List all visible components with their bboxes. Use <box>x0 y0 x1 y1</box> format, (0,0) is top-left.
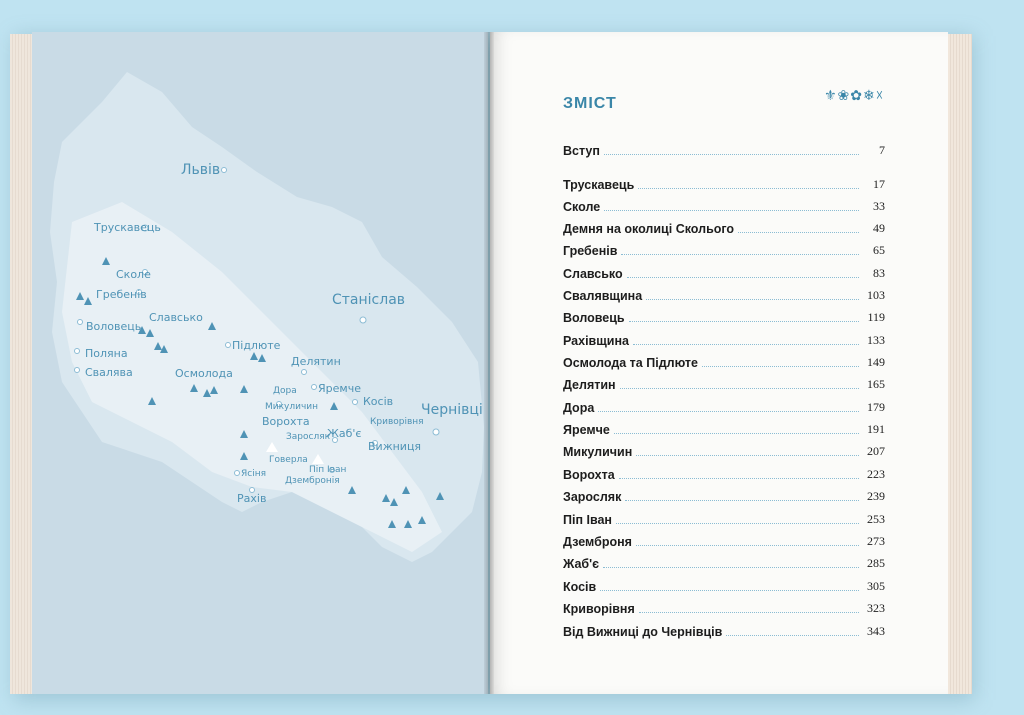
toc-entry[interactable]: Дземброня 273 <box>563 534 885 549</box>
city-kryvorivnia: Криворівня <box>370 417 424 427</box>
toc-entry[interactable]: Дора 179 <box>563 400 885 415</box>
toc-entry[interactable]: Славсько 83 <box>563 266 885 281</box>
toc-entry[interactable]: Яремче 191 <box>563 422 885 437</box>
toc-entry[interactable]: Делятин 165 <box>563 377 885 392</box>
toc-entry[interactable]: Від Вижниці до Чернівців 343 <box>563 624 885 639</box>
city-chernivtsi: Чернівці <box>421 402 483 418</box>
city-rakhiv: Рахів <box>237 492 267 505</box>
book-spine <box>484 32 494 694</box>
toc-entry[interactable]: Косів 305 <box>563 579 885 594</box>
city-mykulychyn: Микуличин <box>265 402 319 412</box>
carpathian-map <box>32 32 488 694</box>
city-svaliava: Свалява <box>85 366 133 379</box>
city-hoverla: Говерла <box>269 455 308 465</box>
city-dzembronia: Дзембронія <box>285 476 340 486</box>
city-pidliute: Підлюте <box>232 339 281 352</box>
toc-entry[interactable]: Гребенів 65 <box>563 243 885 258</box>
toc-entry[interactable]: Свалявщина 103 <box>563 288 885 303</box>
toc-entry[interactable]: Рахівщина 133 <box>563 333 885 348</box>
toc-entry[interactable]: Жаб'є 285 <box>563 556 885 571</box>
city-volovets: Воловець <box>86 320 142 333</box>
city-slavsko: Славсько <box>149 311 203 324</box>
toc-entry[interactable]: Сколе 33 <box>563 199 885 214</box>
city-vorokhta: Ворохта <box>262 415 310 428</box>
city-zarosliak: Заросляк <box>286 432 331 442</box>
city-pip-ivan: Піп Іван <box>309 465 347 475</box>
city-poliana: Поляна <box>85 347 128 360</box>
toc-entry[interactable]: Демня на околиці Сколього 49 <box>563 221 885 236</box>
city-truskavets: Трускавець <box>94 221 161 234</box>
city-zhabie: Жаб'є <box>327 427 362 440</box>
city-osmoloda: Осмолода <box>175 367 233 380</box>
city-hrebeniv: Гребенів <box>96 288 147 301</box>
city-kosiv: Косів <box>363 395 394 408</box>
toc-entry[interactable]: Піп Іван 253 <box>563 512 885 527</box>
city-stanislaviv: Станіслав <box>332 292 406 308</box>
city-skole: Сколе <box>116 268 151 281</box>
map-page <box>32 32 488 694</box>
toc-entry[interactable]: Воловець 119 <box>563 310 885 325</box>
city-yasinia: Ясіня <box>241 469 267 479</box>
toc-entry[interactable]: Криворівня 323 <box>563 601 885 616</box>
toc-entry[interactable]: Ворохта 223 <box>563 467 885 482</box>
city-vyzhnytsia: Вижниця <box>368 440 422 453</box>
toc-entry[interactable]: Микуличин 207 <box>563 444 885 459</box>
city-yaremche: Яремче <box>318 382 361 395</box>
toc-entry[interactable]: Вступ 7 <box>563 143 885 158</box>
toc-entry[interactable]: Осмолода та Підлюте 149 <box>563 355 885 370</box>
ornament-icon: ⚜❀✿❄☓ <box>824 88 885 104</box>
city-lviv: Львів <box>181 162 221 178</box>
toc-entry[interactable]: Трускавець 17 <box>563 177 885 192</box>
city-deliatyn: Делятин <box>291 355 341 368</box>
right-page-edges <box>945 34 972 694</box>
left-page-edges <box>10 34 34 694</box>
city-dora: Дора <box>273 386 297 396</box>
toc-title: ЗМІСТ <box>563 95 617 112</box>
toc-entry[interactable]: Заросляк 239 <box>563 489 885 504</box>
